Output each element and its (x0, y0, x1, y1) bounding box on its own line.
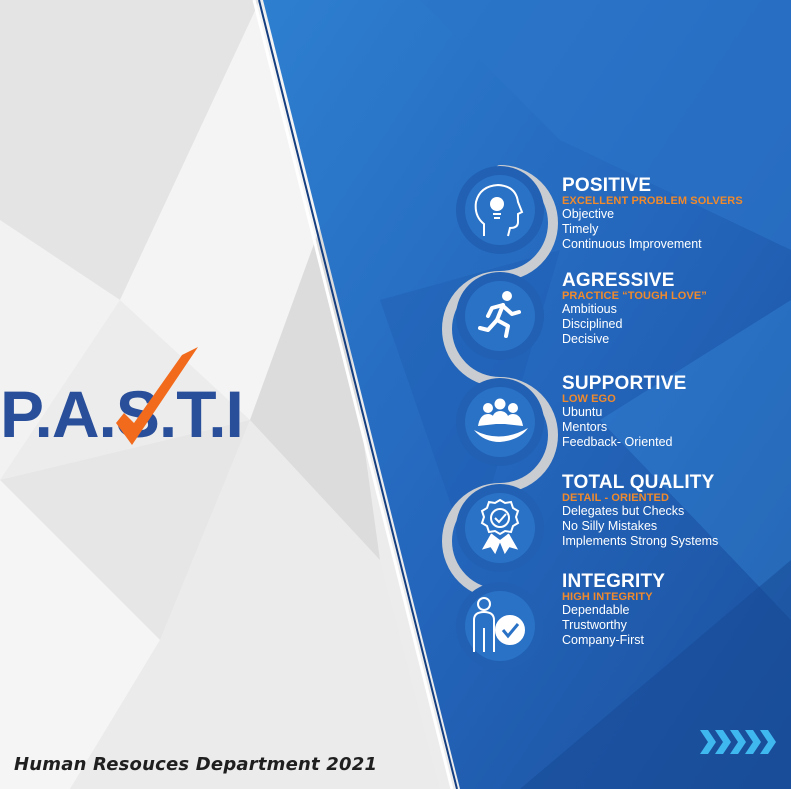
value-item: Continuous Improvement (562, 237, 702, 251)
value-subtitle: PRACTICE “TOUGH LOVE” (562, 290, 707, 302)
value-title: AGRESSIVE (562, 270, 675, 291)
value-title: INTEGRITY (562, 571, 666, 592)
value-item: Decisive (562, 332, 610, 346)
value-supportive (562, 374, 787, 450)
value-item: Delegates but Checks (562, 504, 685, 518)
logo-text: P.A.S.T.I (0, 377, 243, 451)
value-item: Mentors (562, 420, 608, 434)
value-item: Timely (562, 222, 599, 236)
value-title: POSITIVE (562, 175, 652, 196)
value-subtitle: EXCELLENT PROBLEM SOLVERS (562, 195, 743, 207)
value-subtitle: LOW EGO (562, 393, 616, 405)
value-item: Objective (562, 207, 615, 221)
value-item: Company-First (562, 633, 644, 647)
value-item: Dependable (562, 603, 630, 617)
value-agressive (562, 271, 787, 347)
value-title: TOTAL QUALITY (562, 472, 715, 493)
pasti-logo (0, 345, 360, 465)
value-integrity (562, 572, 787, 648)
value-title: SUPPORTIVE (562, 373, 687, 394)
value-positive (562, 176, 787, 252)
value-item: Ubuntu (562, 405, 603, 419)
footer-text: Human Resouces Department 2021 (14, 754, 378, 775)
value-item: Trustworthy (562, 618, 627, 632)
value-total-quality (562, 473, 787, 549)
value-subtitle: DETAIL - ORIENTED (562, 492, 670, 504)
value-subtitle: HIGH INTEGRITY (562, 591, 653, 603)
value-item: Disciplined (562, 317, 623, 331)
value-item: No Silly Mistakes (562, 519, 658, 533)
chevrons-icon (700, 728, 782, 756)
value-item: Implements Strong Systems (562, 534, 719, 548)
value-item: Ambitious (562, 302, 617, 316)
value-item: Feedback- Oriented (562, 435, 673, 449)
